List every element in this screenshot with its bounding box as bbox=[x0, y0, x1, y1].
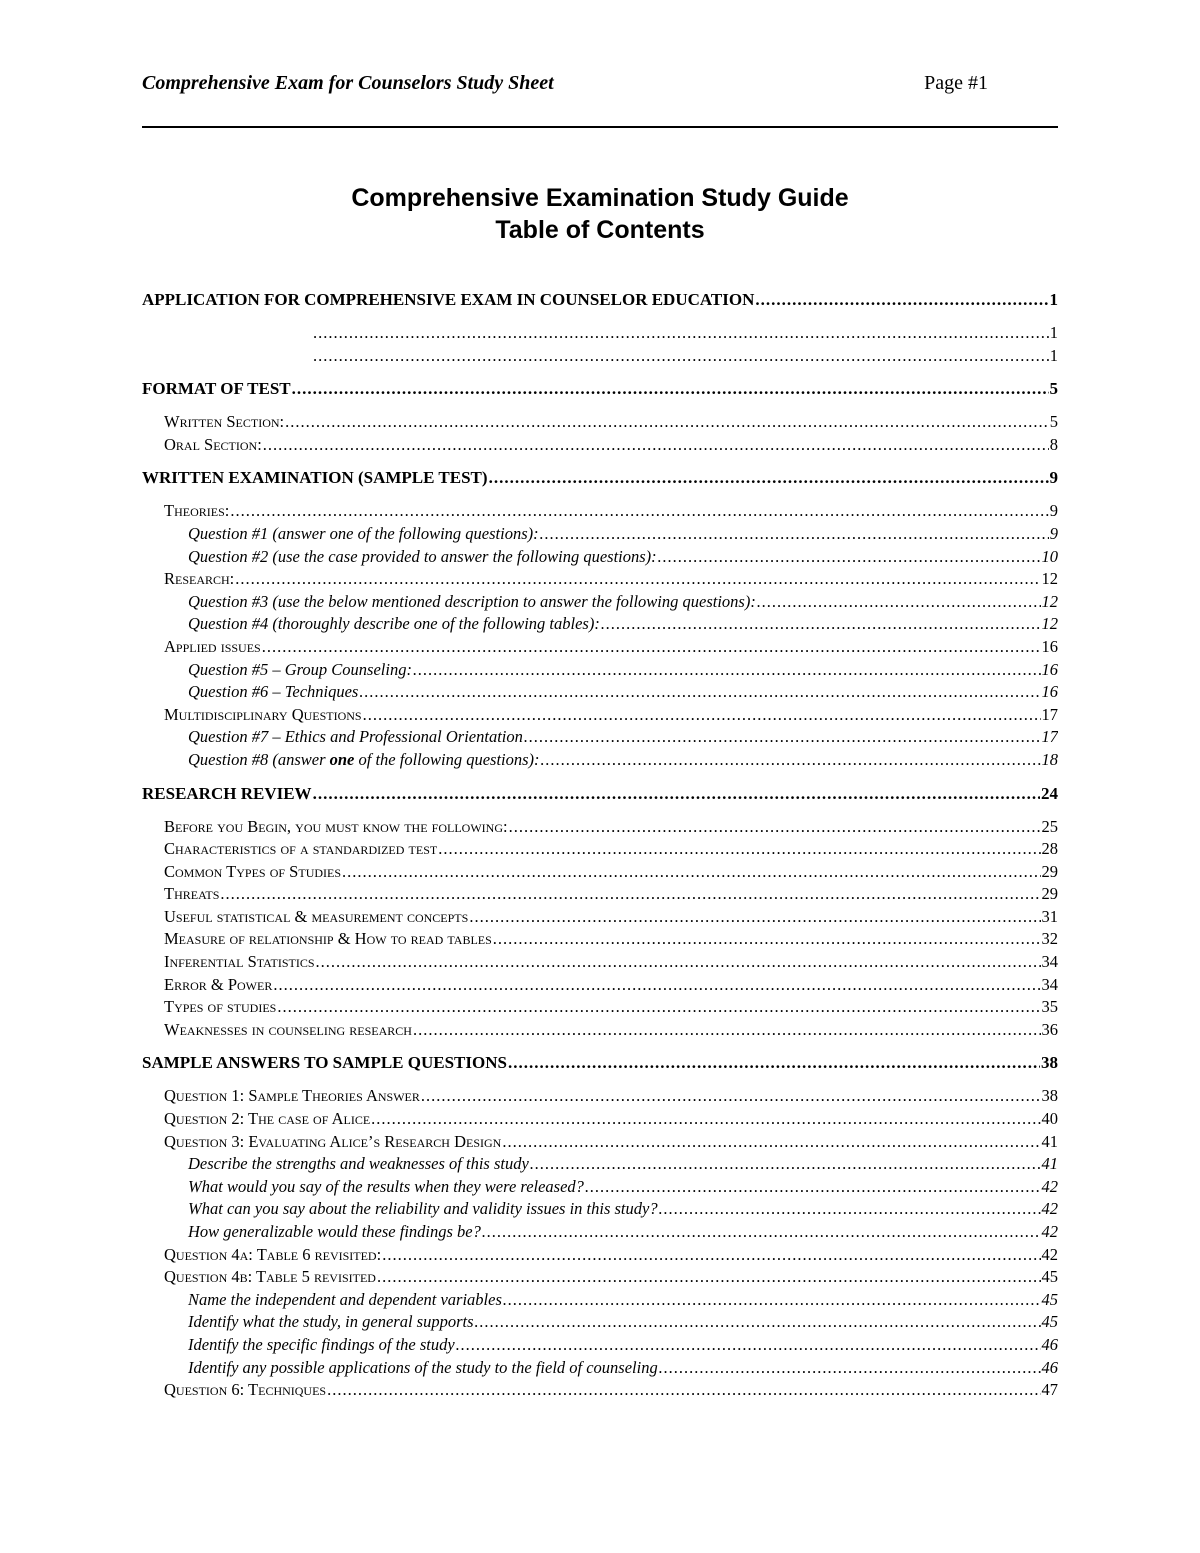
dot-leader bbox=[220, 883, 1040, 906]
toc-entry-page: 38 bbox=[1041, 1086, 1058, 1106]
toc-entry[interactable] bbox=[142, 951, 1058, 974]
toc-entry-text: Applied issues bbox=[164, 636, 261, 656]
toc-entry[interactable] bbox=[142, 816, 1058, 839]
toc-entry[interactable] bbox=[142, 928, 1058, 951]
toc-entry-page: 38 bbox=[1041, 1053, 1058, 1073]
dot-leader bbox=[313, 322, 1049, 345]
toc-entry-text: Question #2 (use the case provided to answer the following questions): bbox=[188, 546, 657, 566]
toc-entry-text: Question #6 – Techniques bbox=[188, 682, 359, 702]
toc-entry-page: 16 bbox=[1041, 682, 1058, 702]
toc-entry-page: 47 bbox=[1041, 1380, 1058, 1400]
dot-leader bbox=[438, 838, 1040, 861]
dot-leader bbox=[659, 1357, 1041, 1380]
toc-entry-text: Types of studies bbox=[164, 997, 277, 1017]
toc-entry-text: Describe the strengths and weaknesses of this study bbox=[188, 1154, 529, 1174]
toc-entry[interactable] bbox=[142, 546, 1058, 569]
toc-entry-text: FORMAT OF TEST bbox=[142, 379, 291, 399]
toc-entry[interactable] bbox=[142, 974, 1058, 997]
dot-leader bbox=[541, 749, 1041, 772]
toc-entry-text: Question 3: Evaluating Alice’s Research Design bbox=[164, 1131, 502, 1151]
toc-entry-page: 12 bbox=[1041, 591, 1058, 611]
toc-entry-page: 31 bbox=[1041, 906, 1058, 926]
dot-leader bbox=[377, 1266, 1041, 1289]
toc-entry[interactable] bbox=[142, 434, 1058, 457]
toc-entry-text: RESEARCH REVIEW bbox=[142, 783, 312, 803]
page-number: Page #1 bbox=[924, 72, 988, 94]
toc-entry-text: Before you Begin, you must know the following: bbox=[164, 816, 508, 836]
toc-entry-text: What can you say about the reliability and validity issues in this study? bbox=[188, 1199, 658, 1219]
toc-entry-text: Useful statistical & measurement concepts bbox=[164, 906, 469, 926]
toc-entry-page: 45 bbox=[1041, 1267, 1058, 1287]
toc-entry[interactable] bbox=[142, 500, 1058, 523]
toc-entry-page: 25 bbox=[1041, 816, 1058, 836]
toc-entry[interactable] bbox=[142, 1108, 1058, 1131]
toc-entry[interactable] bbox=[142, 466, 1058, 490]
toc-entry[interactable] bbox=[142, 861, 1058, 884]
toc-entry[interactable] bbox=[142, 906, 1058, 929]
toc-entry-page: 9 bbox=[1049, 501, 1058, 521]
toc-entry[interactable] bbox=[142, 1311, 1058, 1334]
toc-entry-page: 12 bbox=[1041, 614, 1058, 634]
toc-entry[interactable] bbox=[142, 996, 1058, 1019]
toc-entry[interactable] bbox=[142, 1085, 1058, 1108]
dot-leader bbox=[585, 1176, 1041, 1199]
toc-entry-page: 10 bbox=[1041, 546, 1058, 566]
toc-entry-page: 42 bbox=[1041, 1244, 1058, 1264]
toc-entry-text: Threats bbox=[164, 884, 220, 904]
toc-entry[interactable] bbox=[142, 345, 1058, 368]
toc-entry-text: Question #1 (answer one of the following questions): bbox=[188, 523, 539, 543]
toc-entry[interactable] bbox=[142, 782, 1058, 806]
toc-entry-page: 42 bbox=[1041, 1199, 1058, 1219]
toc-entry[interactable] bbox=[142, 704, 1058, 727]
toc-entry-text: Question 4a: Table 6 revisited: bbox=[164, 1244, 382, 1264]
toc-entry-page: 29 bbox=[1041, 884, 1058, 904]
dot-leader bbox=[359, 681, 1040, 704]
toc-entry[interactable] bbox=[142, 749, 1058, 772]
toc-entry-page: 46 bbox=[1041, 1357, 1058, 1377]
toc-entry[interactable] bbox=[142, 411, 1058, 434]
toc-entry-page: 24 bbox=[1041, 783, 1058, 803]
toc-entry-page: 34 bbox=[1041, 974, 1058, 994]
dot-leader bbox=[413, 659, 1041, 682]
toc-entry-text: Identify any possible applications of the study to the field of counseling bbox=[188, 1357, 658, 1377]
dot-leader bbox=[524, 726, 1041, 749]
toc-entry[interactable] bbox=[142, 1153, 1058, 1176]
toc-entry[interactable] bbox=[142, 288, 1058, 312]
page-header bbox=[142, 72, 988, 95]
toc-entry-page: 32 bbox=[1041, 929, 1058, 949]
toc-entry-text: Common Types of Studies bbox=[164, 861, 342, 881]
toc-entry[interactable] bbox=[142, 1266, 1058, 1289]
toc-entry-text: Inferential Statistics bbox=[164, 952, 315, 972]
toc-entry-text: Theories: bbox=[164, 501, 230, 521]
toc-entry-page: 42 bbox=[1041, 1176, 1058, 1196]
toc-entry[interactable] bbox=[142, 591, 1058, 614]
toc-entry-page: 41 bbox=[1041, 1131, 1058, 1151]
toc-entry-text: Oral Section: bbox=[164, 434, 262, 454]
toc-entry-text: Identify the specific findings of the study bbox=[188, 1334, 455, 1354]
toc-entry[interactable] bbox=[142, 322, 1058, 345]
document-title: Comprehensive Examination Study Guide bbox=[351, 184, 849, 212]
dot-leader bbox=[540, 523, 1049, 546]
dot-leader bbox=[493, 928, 1041, 951]
toc-entry-page: 1 bbox=[1049, 345, 1058, 365]
dot-leader bbox=[658, 546, 1041, 569]
dot-leader bbox=[277, 996, 1040, 1019]
toc-entry-text: Question #4 (thoroughly describe one of the following tables): bbox=[188, 614, 600, 634]
dot-leader bbox=[235, 568, 1040, 591]
toc-entry-text: How generalizable would these findings be? bbox=[188, 1222, 481, 1241]
toc-entry-page: 16 bbox=[1041, 636, 1058, 656]
toc-entry[interactable] bbox=[142, 1198, 1058, 1221]
dot-leader bbox=[230, 500, 1048, 523]
toc-entry[interactable] bbox=[142, 1131, 1058, 1154]
toc-entry-page: 5 bbox=[1049, 379, 1058, 399]
toc-entry-text: Research: bbox=[164, 569, 235, 589]
toc-entry-page: 41 bbox=[1041, 1154, 1058, 1174]
toc-entry[interactable] bbox=[142, 636, 1058, 659]
toc-entry-page: 8 bbox=[1049, 434, 1058, 454]
toc-entry-text: Error & Power bbox=[164, 974, 273, 994]
dot-leader bbox=[502, 1131, 1040, 1154]
toc-entry-text: Question 4b: Table 5 revisited bbox=[164, 1267, 376, 1287]
dot-leader bbox=[469, 906, 1040, 929]
dot-leader bbox=[263, 434, 1049, 457]
table-of-contents bbox=[142, 288, 1058, 1402]
toc-entry-text: Question 2: The case of Alice bbox=[164, 1109, 371, 1129]
dot-leader bbox=[482, 1221, 1041, 1244]
dot-leader bbox=[262, 636, 1041, 659]
toc-entry[interactable] bbox=[142, 1221, 1058, 1244]
toc-entry[interactable] bbox=[142, 1019, 1058, 1042]
toc-entry-text: Multidisciplinary Questions bbox=[164, 704, 362, 724]
dot-leader bbox=[475, 1311, 1041, 1334]
toc-entry-page: 45 bbox=[1041, 1312, 1058, 1332]
dot-leader bbox=[508, 1051, 1040, 1075]
toc-entry[interactable] bbox=[142, 568, 1058, 591]
toc-entry[interactable] bbox=[142, 377, 1058, 401]
toc-entry[interactable] bbox=[142, 681, 1058, 704]
toc-entry-page: 9 bbox=[1049, 523, 1058, 543]
toc-entry-page: 17 bbox=[1041, 704, 1058, 724]
toc-entry[interactable] bbox=[142, 1051, 1058, 1075]
dot-leader bbox=[456, 1334, 1041, 1357]
toc-entry[interactable] bbox=[142, 726, 1058, 749]
toc-entry-text: Identify what the study, in general supports bbox=[188, 1312, 474, 1332]
dot-leader bbox=[342, 861, 1040, 884]
toc-entry-page: 45 bbox=[1041, 1289, 1058, 1309]
dot-leader bbox=[601, 613, 1041, 636]
toc-entry[interactable] bbox=[142, 1379, 1058, 1402]
toc-entry-text: Name the independent and dependent variables bbox=[188, 1289, 502, 1309]
toc-entry[interactable] bbox=[142, 1334, 1058, 1357]
dot-leader bbox=[489, 466, 1049, 490]
toc-entry-text: Weaknesses in counseling research bbox=[164, 1019, 412, 1039]
toc-entry-text: Measure of relationship & How to read tables bbox=[164, 929, 492, 949]
dot-leader bbox=[285, 411, 1049, 434]
toc-entry-page: 35 bbox=[1041, 997, 1058, 1017]
dot-leader bbox=[273, 974, 1040, 997]
toc-entry-text: Written Section: bbox=[164, 412, 285, 432]
toc-entry-page: 16 bbox=[1041, 659, 1058, 679]
toc-entry-text: Question #7 – Ethics and Professional Orientation bbox=[188, 727, 523, 747]
toc-entry-text: Question #3 (use the below mentioned description to answer the following questions): bbox=[188, 591, 756, 611]
toc-entry[interactable] bbox=[142, 613, 1058, 636]
toc-entry[interactable] bbox=[142, 523, 1058, 546]
toc-entry-page: 18 bbox=[1041, 749, 1058, 769]
toc-entry-page: 5 bbox=[1049, 412, 1058, 432]
dot-leader bbox=[382, 1244, 1040, 1267]
toc-entry[interactable] bbox=[142, 1357, 1058, 1380]
toc-entry-text: Characteristics of a standardized test bbox=[164, 839, 438, 859]
toc-entry-page: 1 bbox=[1049, 323, 1058, 342]
dot-leader bbox=[659, 1198, 1041, 1221]
dot-leader bbox=[371, 1108, 1040, 1131]
toc-entry[interactable] bbox=[142, 1289, 1058, 1312]
toc-entry-page: 1 bbox=[1049, 290, 1058, 309]
title-block bbox=[142, 182, 1058, 246]
dot-leader bbox=[530, 1153, 1041, 1176]
document-label: Comprehensive Exam for Counselors Study Sheet bbox=[142, 72, 554, 94]
dot-leader bbox=[757, 591, 1041, 614]
toc-entry[interactable] bbox=[142, 1244, 1058, 1267]
toc-entry-text: Question #8 (answer one of the following questions): bbox=[188, 749, 540, 769]
toc-entry-text: Question #5 – Group Counseling: bbox=[188, 659, 412, 679]
toc-entry-page: 36 bbox=[1041, 1019, 1058, 1039]
toc-entry-page: 42 bbox=[1041, 1222, 1058, 1241]
dot-leader bbox=[313, 782, 1040, 806]
header-rule bbox=[142, 126, 1058, 128]
toc-entry-page: 29 bbox=[1041, 861, 1058, 881]
dot-leader bbox=[509, 816, 1041, 839]
dot-leader bbox=[413, 1019, 1041, 1042]
toc-entry-page: 28 bbox=[1041, 839, 1058, 859]
toc-entry[interactable] bbox=[142, 1176, 1058, 1199]
dot-leader bbox=[363, 704, 1041, 727]
toc-entry-text: What would you say of the results when they were released? bbox=[188, 1176, 584, 1196]
dot-leader bbox=[292, 377, 1049, 401]
toc-entry-page: 46 bbox=[1041, 1334, 1058, 1354]
dot-leader bbox=[316, 951, 1041, 974]
dot-leader bbox=[327, 1379, 1040, 1402]
toc-entry[interactable] bbox=[142, 883, 1058, 906]
toc-entry-page: 17 bbox=[1041, 727, 1058, 747]
dot-leader bbox=[503, 1289, 1041, 1312]
dot-leader bbox=[421, 1085, 1041, 1108]
toc-entry-text: Question 6: Techniques bbox=[164, 1380, 327, 1400]
toc-entry-page: 9 bbox=[1049, 468, 1058, 488]
toc-entry-text: APPLICATION FOR COMPREHENSIVE EXAM IN COUNSELOR EDUCATION bbox=[142, 290, 755, 309]
toc-entry-text: Question 1: Sample Theories Answer bbox=[164, 1086, 420, 1106]
toc-entry-page: 40 bbox=[1041, 1109, 1058, 1129]
toc-entry-page: 12 bbox=[1041, 569, 1058, 589]
toc-entry-text: WRITTEN EXAMINATION (SAMPLE TEST) bbox=[142, 468, 488, 488]
toc-entry-text: SAMPLE ANSWERS TO SAMPLE QUESTIONS bbox=[142, 1053, 507, 1073]
dot-leader bbox=[755, 288, 1048, 312]
toc-title: Table of Contents bbox=[495, 216, 705, 244]
dot-leader bbox=[313, 345, 1049, 368]
toc-entry[interactable] bbox=[142, 838, 1058, 861]
toc-entry[interactable] bbox=[142, 659, 1058, 682]
toc-entry-page: 34 bbox=[1041, 952, 1058, 972]
